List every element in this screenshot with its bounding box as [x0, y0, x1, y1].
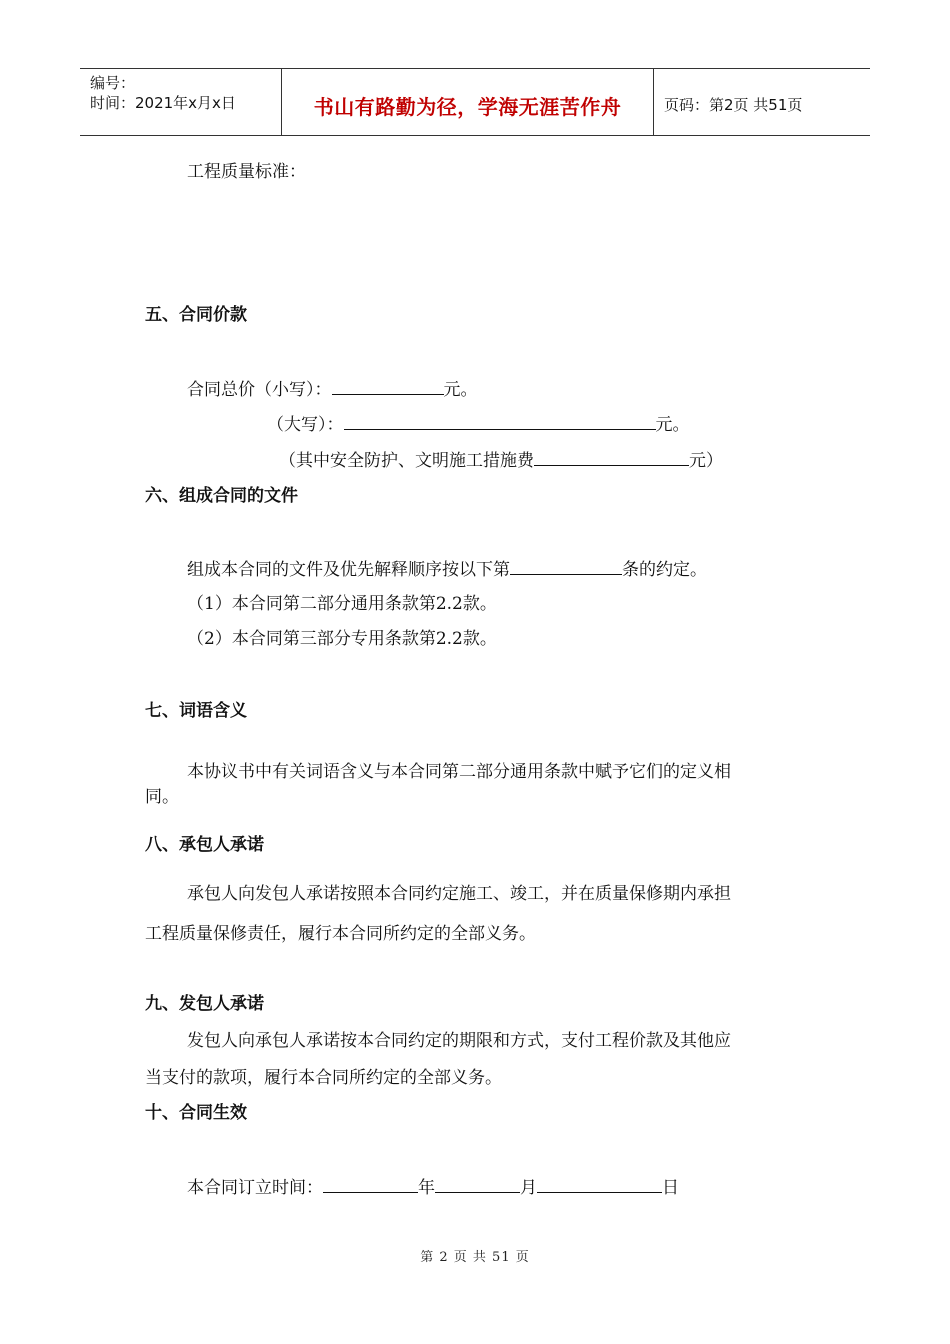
page-footer-number: 第 2 页 共 51 页 — [420, 1250, 530, 1265]
contract-total-small-blank[interactable] — [332, 376, 444, 395]
safety-fee-prefix: （其中安全防护、文明施工措施费 — [279, 451, 534, 471]
signing-date-prefix: 本合同订立时间： — [187, 1178, 323, 1198]
employer-promise-line-2: 当支付的款项，履行本合同所约定的全部义务。 — [145, 1068, 502, 1088]
contract-total-small-line — [187, 376, 478, 401]
section-terms-title: 七、词语含义 — [145, 701, 247, 721]
section-contract-price-title: 五、合同价款 — [145, 305, 247, 325]
safety-fee-suffix: 元） — [689, 451, 723, 471]
contract-total-small-prefix: 合同总价（小写）： — [187, 380, 332, 400]
safety-fee-blank[interactable] — [534, 447, 689, 466]
signing-year-label: 年 — [418, 1178, 435, 1198]
header-meta — [80, 69, 281, 135]
signing-date-line — [187, 1174, 679, 1199]
contract-total-big-blank[interactable] — [344, 411, 656, 430]
header-motto: 书山有路勤为径，学海无涯苦作舟 — [281, 69, 654, 135]
contract-total-big-prefix: （大写）： — [267, 415, 344, 435]
documents-order-blank[interactable] — [510, 556, 622, 575]
documents-order-line — [187, 556, 707, 581]
signing-day-blank[interactable] — [537, 1174, 662, 1193]
section-contractor-promise-title: 八、承包人承诺 — [145, 835, 264, 855]
documents-item-2: （2）本合同第三部分专用条款第2.2款。 — [187, 629, 497, 649]
contract-total-small-suffix: 元。 — [443, 380, 478, 400]
signing-month-label: 月 — [520, 1178, 537, 1198]
safety-fee-line — [279, 447, 723, 472]
terms-paragraph-line-1: 本协议书中有关词语含义与本合同第二部分通用条款中赋予它们的定义相 — [187, 762, 731, 782]
header-page-number: 页码：第2页 共51页 — [664, 95, 803, 114]
documents-order-suffix: 条的约定。 — [622, 560, 707, 580]
document-number-label: 编号： — [90, 74, 136, 92]
document-time-label: 时间：2021年x月x日 — [90, 94, 236, 112]
documents-order-prefix: 组成本合同的文件及优先解释顺序按以下第 — [187, 560, 510, 580]
contract-total-big-line — [267, 411, 690, 436]
signing-month-blank[interactable] — [435, 1174, 520, 1193]
signing-year-blank[interactable] — [323, 1174, 418, 1193]
employer-promise-line-1: 发包人向承包人承诺按本合同约定的期限和方式，支付工程价款及其他应 — [187, 1031, 731, 1051]
contractor-promise-line-2: 工程质量保修责任，履行本合同所约定的全部义务。 — [145, 924, 536, 944]
quality-standard-label: 工程质量标准： — [187, 162, 306, 182]
documents-item-1: （1）本合同第二部分通用条款第2.2款。 — [187, 594, 497, 614]
section-contract-documents-title: 六、组成合同的文件 — [145, 486, 298, 506]
contract-total-big-suffix: 元。 — [655, 415, 690, 435]
signing-day-label: 日 — [662, 1178, 679, 1198]
section-employer-promise-title: 九、发包人承诺 — [145, 994, 264, 1014]
section-contract-effective-title: 十、合同生效 — [145, 1103, 247, 1123]
page-header — [80, 68, 870, 136]
terms-paragraph-line-2: 同。 — [145, 787, 179, 807]
contractor-promise-line-1: 承包人向发包人承诺按照本合同约定施工、竣工，并在质量保修期内承担 — [187, 884, 731, 904]
